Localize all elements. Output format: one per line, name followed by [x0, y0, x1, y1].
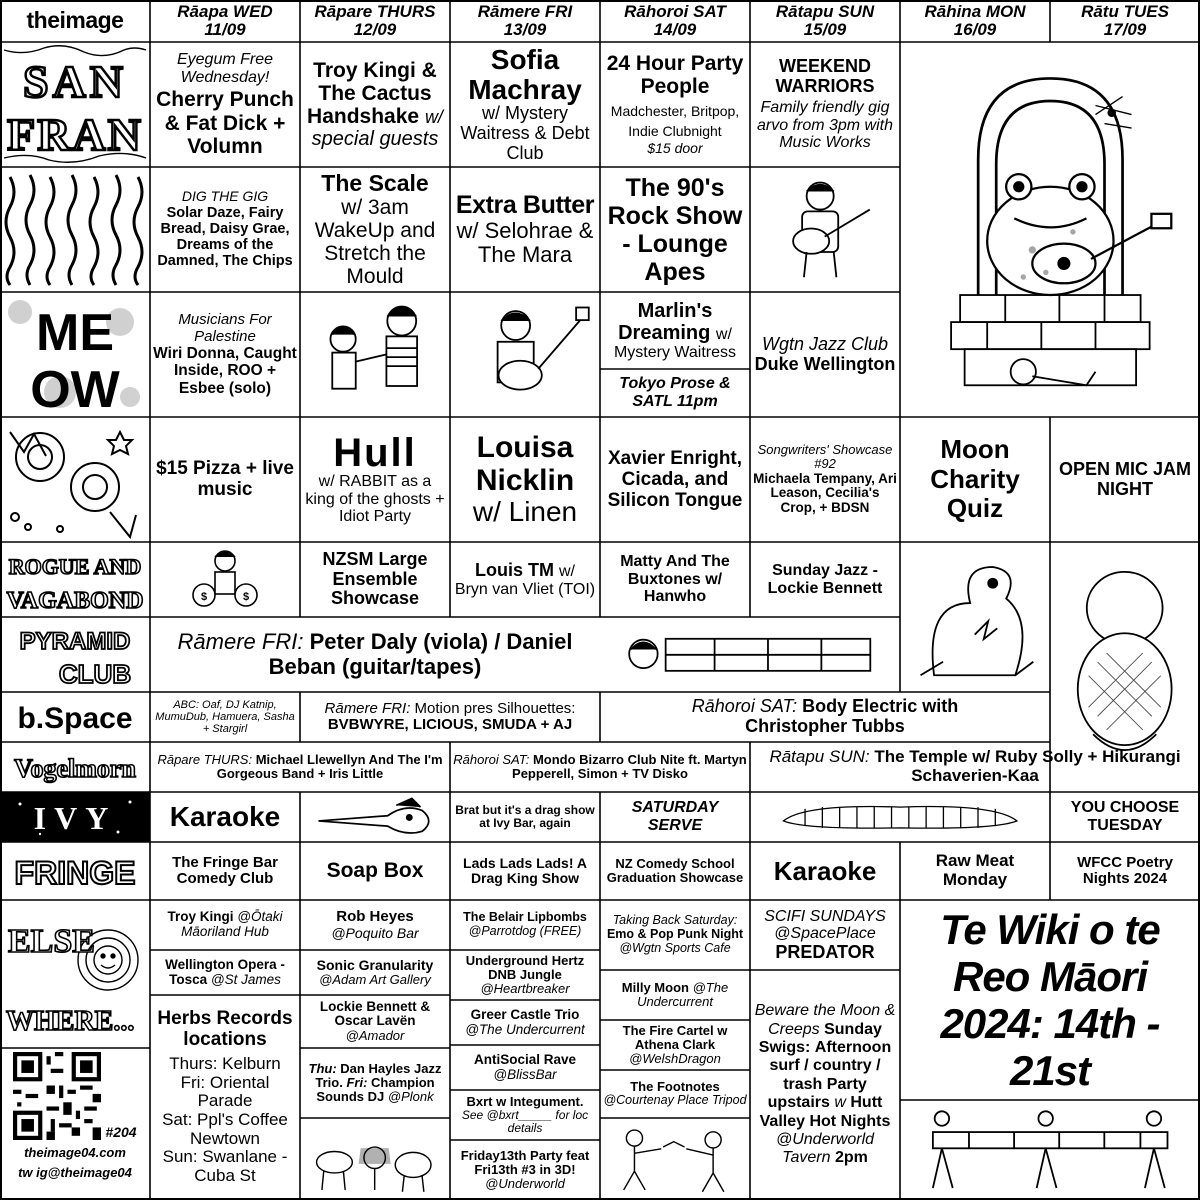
rogue-mon-art: [900, 542, 1050, 692]
brand-title: theimage: [26, 7, 124, 34]
event-sub: Family friendly gig arvo from 3pm with Music Works: [756, 98, 894, 152]
reo-title: Te Wiki o te Reo Māori 2024: 14th - 21st: [940, 905, 1160, 1095]
event-title: OPEN MIC JAM NIGHT: [1058, 458, 1191, 499]
event-title: Michaela Tempany, Ari Leason, Cecilia's Crop, + BDSN: [753, 470, 897, 516]
with-word: w/: [424, 107, 443, 128]
venue-moon-logo: [0, 417, 150, 542]
event-title: The Belair Lipbombs: [463, 910, 587, 925]
ivy-logo-art: [0, 792, 150, 842]
event-title: The Footnotes: [630, 1078, 720, 1094]
elsewhere-wed-1: [150, 900, 300, 950]
event-title: Louis TM: [474, 559, 554, 580]
elsewhere-fri-4: [450, 1045, 600, 1090]
day-name: Rātapu SUN: [775, 2, 875, 22]
event-title: Milly Moon: [621, 979, 689, 995]
event-title: Xavier Enright, Cicada, and Silicon Tongue: [607, 447, 743, 512]
fringe-sun: [750, 842, 900, 900]
qr-code-icon[interactable]: [13, 1052, 101, 1140]
bspace-name: b.Space: [17, 702, 133, 735]
moon-mon: [900, 417, 1050, 542]
event-day: Rāhoroi SAT:: [691, 696, 798, 717]
event-title: The 90's Rock Show - Lounge Apes: [607, 173, 743, 286]
moon-fri: [450, 417, 600, 542]
event-title: Matty And The Buxtones w/ Hanwho: [620, 553, 730, 606]
pyramid-line2: CLUB: [58, 659, 132, 689]
day-name: Rāapa WED: [177, 2, 273, 22]
moon-logo-art: [0, 417, 150, 542]
event-title: AntiSocial Rave: [473, 1051, 577, 1067]
day-name: Rātu TUES: [1081, 2, 1169, 22]
event-day: Fri:: [346, 1074, 368, 1090]
svg-text:$: $: [242, 590, 250, 603]
day-name: Rāpare THURS: [314, 2, 436, 22]
bird-creature-icon: [907, 548, 1042, 685]
elsewhere-sun-1: [750, 900, 900, 970]
event-title: Karaoke: [169, 800, 281, 832]
row2-sat: [600, 167, 750, 292]
event-title: Sofia Machray: [468, 44, 582, 105]
event-title: Sunday Swigs:: [758, 1020, 882, 1057]
event-day: Rātapu SUN:: [769, 747, 870, 767]
moon-wed: [150, 417, 300, 542]
event-title-line: The Cactus: [318, 81, 432, 105]
vogelmorn-sat: [450, 742, 750, 792]
sanfran-logo-art: [0, 42, 150, 167]
elsewhere-fri-2: [450, 950, 600, 1000]
event-venue: @Plonk: [387, 1089, 434, 1105]
event-venue: @WelshDragon: [629, 1051, 721, 1067]
venue-bspace-logo: [0, 692, 150, 742]
bspace-sat: [600, 692, 1050, 742]
event-title: Peter Daly (viola) / Daniel Beban (guitar/tapes): [268, 629, 573, 679]
rogue-sun: [750, 542, 900, 617]
event-title: The Temple w/ Ruby Solly + Hikurangi Schaverien-Kaa: [874, 747, 1181, 785]
event-title: WEEKEND WARRIORS: [775, 56, 875, 97]
meow-sun: [750, 292, 900, 417]
sanfran-wed: [150, 42, 300, 167]
event-title: Dan Hayles Jazz Trio.: [315, 1060, 442, 1090]
dancers-carrying-icon: [912, 1105, 1188, 1195]
event-title: Dreaming: [618, 321, 711, 344]
herbs-records: [150, 995, 300, 1200]
event-venue: @The Undercurrent: [465, 1021, 585, 1037]
event-title: Hutt Valley Hot Nights: [759, 1094, 891, 1130]
vogelmorn-thu: [150, 742, 450, 792]
fringe-wed: [150, 842, 300, 900]
event-title: Solar Daze, Fairy Bread, Daisy Grae, Dreams of the Damned, The Chips: [157, 204, 293, 270]
event-venue: @St James: [210, 971, 281, 987]
footer-cell: [0, 1048, 150, 1200]
meow-line1: ME: [36, 304, 114, 362]
ivy-tue: [1050, 792, 1200, 842]
event-day: Rāmere FRI:: [177, 629, 304, 655]
herbs-location: Sat: Ppl's Coffee Newtown: [162, 1110, 288, 1148]
pyramid-fri: [150, 617, 600, 692]
issue-number: #204: [105, 1123, 137, 1140]
event-title: Herbs Records locations: [157, 1008, 293, 1051]
elsewhere-fri-3: [450, 1000, 600, 1045]
animal-band-icon: [307, 1122, 442, 1195]
frog-illustration: [900, 42, 1200, 417]
social-handle[interactable]: tw ig@theimage04: [18, 1165, 132, 1181]
venue-elsewhere-logo: [0, 900, 150, 1048]
sanfran-sun: [750, 42, 900, 167]
site-link[interactable]: theimage04.com: [24, 1145, 126, 1160]
elsewhere-thu-art: [300, 1118, 450, 1200]
sanfran-thu: [300, 42, 450, 167]
event-title: The Fringe Bar Comedy Club: [172, 853, 278, 887]
elsewhere-line2: WHERE...: [6, 1006, 135, 1037]
bird-head-icon: [307, 795, 442, 838]
meow-line2: OW: [30, 361, 120, 417]
sanfran-fri: [450, 42, 600, 167]
event-title: YOU CHOOSE TUESDAY: [1070, 799, 1180, 834]
fringe-tue: [1050, 842, 1200, 900]
event-sub: w/ Selohrae & The Mara: [456, 218, 594, 268]
event-title-line: Troy Kingi &: [313, 58, 437, 82]
herbs-location: Fri: Oriental Parade: [180, 1072, 270, 1111]
venue-rogue-logo: [0, 542, 150, 617]
event-venue: @Wgtn Sports Cafe: [619, 940, 731, 955]
moon-venue-name: MOON: [73, 539, 77, 540]
event-title: Raw Meat Monday: [935, 851, 1015, 889]
event-title: Duke Wellington: [754, 353, 896, 374]
event-title: Marlin's: [637, 299, 713, 322]
event-title: NZ Comedy School Graduation Showcase: [606, 855, 744, 885]
elsewhere-logo-art: [0, 900, 150, 1048]
row2-fri: [450, 167, 600, 292]
event-day: Rāpare THURS:: [157, 751, 253, 767]
venue-sanfran-logo: [0, 42, 150, 167]
elsewhere-sat-4: [600, 1070, 750, 1118]
day-date: 13/09: [503, 20, 547, 39]
elsewhere-thu-3: [300, 995, 450, 1048]
event-sub: w/ Mystery Waitress & Debt Club: [460, 103, 590, 163]
moon-thu: [300, 417, 450, 542]
rogue-fri: [450, 542, 600, 617]
event-title: PREDATOR: [775, 941, 875, 962]
venue-pyramid-logo: [0, 617, 150, 692]
elsewhere-sat-3: [600, 1020, 750, 1070]
event-sub: w/ Linen: [472, 496, 578, 528]
frog-guitar-icon: [915, 59, 1186, 400]
rogue-logo-art: [0, 542, 150, 617]
header-fri: [450, 0, 600, 42]
event-venue: @Poquito Bar: [331, 924, 419, 941]
event-venue: @Underworld: [485, 1176, 565, 1192]
event-title: Lockie Bennett & Oscar Lavën: [319, 998, 431, 1029]
event-day: Rāhoroi SAT:: [453, 751, 530, 767]
event-title: Greer Castle Trio: [470, 1006, 580, 1022]
header-tue: [1050, 0, 1200, 42]
event-title: Michael Llewellyn And The I'm Gorgeous Band + Iris Little: [216, 751, 443, 781]
handshake-illustration-icon: [307, 298, 442, 412]
event-title: Troy Kingi: [167, 909, 234, 925]
brand-cell: [0, 0, 150, 42]
event-venue: @Heartbreaker: [480, 981, 570, 997]
elsewhere-sat-art: [600, 1118, 750, 1200]
event-note: w: [834, 1094, 846, 1112]
fighting-figures-icon: [607, 1122, 742, 1195]
event-title: Wellington Opera - Tosca: [165, 956, 285, 987]
event-title: Brat but it's a drag show at Ivy Bar, again: [455, 802, 595, 830]
event-title: 24 Hour Party People: [606, 52, 744, 99]
elsewhere-wed-2: [150, 950, 300, 995]
event-note: Songwriters' Showcase #92: [757, 441, 893, 472]
elsewhere-thu-4: [300, 1048, 450, 1118]
sanfran-sat: [600, 42, 750, 167]
event-title: Soap Box: [326, 859, 424, 883]
fringe-name: FRINGE: [14, 855, 136, 891]
fringe-fri: [450, 842, 600, 900]
event-title: Friday13th Party feat Fri13th #3 in 3D!: [460, 1147, 590, 1177]
event-title: ABC: Oaf, DJ Katnip, MumuDub, Hamuera, Sasha + Stargirl: [155, 698, 295, 736]
day-date: 11/09: [204, 20, 246, 39]
header-thu: [300, 0, 450, 42]
wavy-lines-icon: [0, 167, 150, 292]
meow-logo-art: [0, 292, 150, 417]
moon-sun: [750, 417, 900, 542]
rogue-sat: [600, 542, 750, 617]
caterpillar-icon: [762, 795, 1038, 838]
rogue-line1: ROGUE AND: [8, 554, 142, 579]
event-title: Champion Sounds DJ: [316, 1074, 435, 1105]
bspace-fri: [300, 692, 600, 742]
event-venue: See @bxrt_____ for loc details: [461, 1107, 589, 1136]
fringe-logo-art: [0, 842, 150, 900]
rogue-wed-art: [150, 542, 300, 617]
day-date: 15/09: [803, 20, 847, 39]
header-sun: [750, 0, 900, 42]
event-title: Moon Charity Quiz: [930, 433, 1020, 524]
pyramid-line1: PYRAMID: [19, 628, 131, 655]
ivy-wed: [150, 792, 300, 842]
vogelmorn-name: Vogelmorn: [14, 754, 136, 783]
elsewhere-thu-1: [300, 900, 450, 950]
day-date: 16/09: [953, 20, 997, 39]
event-title: SATURDAY SERVE: [631, 799, 719, 834]
bspace-logo-art: [0, 692, 150, 742]
event-note: Taking Back Saturday:: [612, 913, 738, 928]
event-title: BVBWYRE, LICIOUS, SMUDA + AJ: [327, 716, 573, 733]
event-title: Lads Lads Lads! A Drag King Show: [463, 854, 587, 886]
venue-wavy-logo: [0, 167, 150, 292]
coffin-figure-icon: [612, 621, 888, 688]
meow-fri-art: [450, 292, 600, 417]
meow-sat: [600, 292, 750, 369]
elsewhere-sun-2: [750, 970, 900, 1200]
moon-tue: [1050, 417, 1200, 542]
ivy-name: IVY: [33, 800, 117, 836]
event-title: Rob Heyes: [336, 908, 414, 926]
elsewhere-fri-5: [450, 1090, 600, 1140]
ivy-thu-art: [300, 792, 450, 842]
fringe-mon: [900, 842, 1050, 900]
event-note: Wgtn Jazz Club: [761, 333, 889, 354]
event-venue: @BlissBar: [493, 1066, 557, 1082]
money-bags-man-icon: [190, 547, 260, 613]
vogelmorn-sun: [750, 742, 1200, 792]
event-title: Underground Hertz DNB Jungle: [465, 952, 585, 982]
ivy-sat: [600, 792, 750, 842]
event-title: Karaoke: [773, 855, 877, 886]
guitarist-icon: [757, 173, 892, 287]
event-price: $15 door: [647, 140, 703, 157]
bspace-wed: [150, 692, 300, 742]
event-title: Sunday Jazz - Lockie Bennett: [767, 561, 883, 597]
event-lead: Motion pres Silhouettes:: [414, 699, 576, 717]
svg-text:$: $: [200, 590, 208, 603]
day-name: Rāmere FRI: [477, 2, 573, 22]
day-date: 17/09: [1103, 20, 1147, 39]
reo-banner: [900, 900, 1200, 1100]
meow-thu-art: [300, 292, 450, 417]
elsewhere-sat-1: [600, 900, 750, 970]
event-sub: special guests: [311, 128, 439, 151]
event-title-line: Handshake: [307, 105, 420, 129]
event-venue: @Ōtaki Māoriland Hub: [181, 909, 283, 939]
event-venue: @The Undercurrent: [637, 979, 729, 1009]
event-note: SCIFI SUNDAYS @SpacePlace: [764, 907, 886, 943]
ivy-fri: [450, 792, 600, 842]
row2-sun-art: [750, 167, 900, 292]
header-wed: [150, 0, 300, 42]
venue-ivy-logo: [0, 792, 150, 842]
event-title: Afternoon surf / country / trash Party upstairs: [767, 1039, 892, 1112]
venue-fringe-logo: [0, 842, 150, 900]
sanfran-line2: FRAN: [7, 109, 143, 160]
elsewhere-sat-2: [600, 970, 750, 1020]
elsewhere-line1: ELSE: [8, 923, 95, 960]
venue-vogelmorn-logo: [0, 742, 150, 792]
event-title: The Fire Cartel w Athena Clark: [622, 1022, 728, 1052]
event-title: NZSM Large Ensemble Showcase: [322, 548, 428, 609]
elsewhere-fri-6: [450, 1140, 600, 1200]
pyramid-coffin-art: [600, 617, 900, 692]
event-title: Tokyo Prose & SATL 11pm: [619, 375, 731, 410]
event-title: Christopher Tubbs: [745, 716, 905, 736]
event-note: Eyegum Free Wednesday!: [176, 51, 274, 86]
event-time: 2pm: [834, 1149, 868, 1167]
fringe-thu: [300, 842, 450, 900]
day-date: 14/09: [653, 20, 697, 39]
event-venue: @Courtenay Place Tripod: [603, 1093, 747, 1108]
event-title: Wiri Donna, Caught Inside, ROO + Esbee (solo): [153, 345, 297, 397]
elsewhere-thu-2: [300, 950, 450, 995]
event-venue: @Amador: [345, 1028, 405, 1044]
event-title: The Scale: [321, 169, 429, 196]
event-title: $15 Pizza + live music: [156, 457, 294, 500]
with-word: w/: [559, 562, 575, 580]
event-sub: Bryn van Vliet (TOI): [454, 580, 596, 598]
herbs-location: Thurs: Kelburn: [169, 1053, 281, 1073]
reo-art: [900, 1100, 1200, 1200]
event-title: Cherry Punch & Fat Dick + Volumn: [156, 88, 294, 158]
day-date: 12/09: [353, 20, 397, 39]
event-note: Beware the Moon & Creeps: [754, 1002, 896, 1038]
rogue-thu: [300, 542, 450, 617]
event-note: DIG THE GIG: [181, 188, 269, 205]
event-title: Sonic Granularity: [316, 956, 434, 973]
day-name: Rāhina MON: [924, 2, 1026, 22]
moon-sat: [600, 417, 750, 542]
event-day: Rāmere FRI:: [324, 699, 411, 717]
event-title: Extra Butter: [455, 190, 595, 219]
pyramid-logo-art: [0, 617, 150, 692]
sanfran-line1: SAN: [22, 56, 128, 107]
elsewhere-fri-1: [450, 900, 600, 950]
meow-sat-late: [600, 369, 750, 417]
day-name: Rāhoroi SAT: [624, 2, 726, 22]
header-sat: [600, 0, 750, 42]
ivy-sun-art: [750, 792, 1050, 842]
event-sub: Mystery Waitress: [613, 343, 737, 361]
event-sub: Madchester, Britpop, Indie Clubnight: [610, 103, 740, 139]
event-title: WFCC Poetry Nights 2024: [1077, 853, 1173, 887]
event-venue: @Adam Art Gallery: [319, 972, 431, 988]
event-day: Thu:: [308, 1060, 337, 1076]
header-mon: [900, 0, 1050, 42]
event-title: Louisa Nicklin: [475, 431, 575, 498]
event-title: Emo & Pop Punk Night: [606, 927, 744, 942]
event-title: Hull: [333, 431, 417, 476]
vogelmorn-logo-art: [0, 742, 150, 792]
row2-thu: [300, 167, 450, 292]
event-sub: w/ RABBIT as a king of the ghosts + Idiot Party: [305, 473, 445, 526]
event-lead: Body Electric with: [802, 696, 959, 717]
event-title: Mondo Bizarro Club Nite ft. Martyn Pepperell, Simon + TV Disko: [512, 751, 747, 781]
row2-wed: [150, 167, 300, 292]
event-title: Bxrt w Integument.: [466, 1093, 584, 1109]
event-note: Musicians For Palestine: [178, 311, 272, 345]
guitar-player-icon: [457, 298, 592, 412]
venue-meow-logo: [0, 292, 150, 417]
herbs-location: Sun: Swanlane - Cuba St: [162, 1147, 288, 1186]
meow-wed: [150, 292, 300, 417]
qr-row: [3, 1052, 147, 1140]
rogue-line2: VAGABOND: [6, 588, 144, 614]
fringe-sat: [600, 842, 750, 900]
event-sub: w/ 3am WakeUp and Stretch the Mould: [314, 195, 436, 289]
event-venue: @Underworld Tavern: [775, 1130, 875, 1167]
event-venue: @Parrotdog (FREE): [468, 924, 582, 938]
with-word: w/: [715, 325, 732, 343]
